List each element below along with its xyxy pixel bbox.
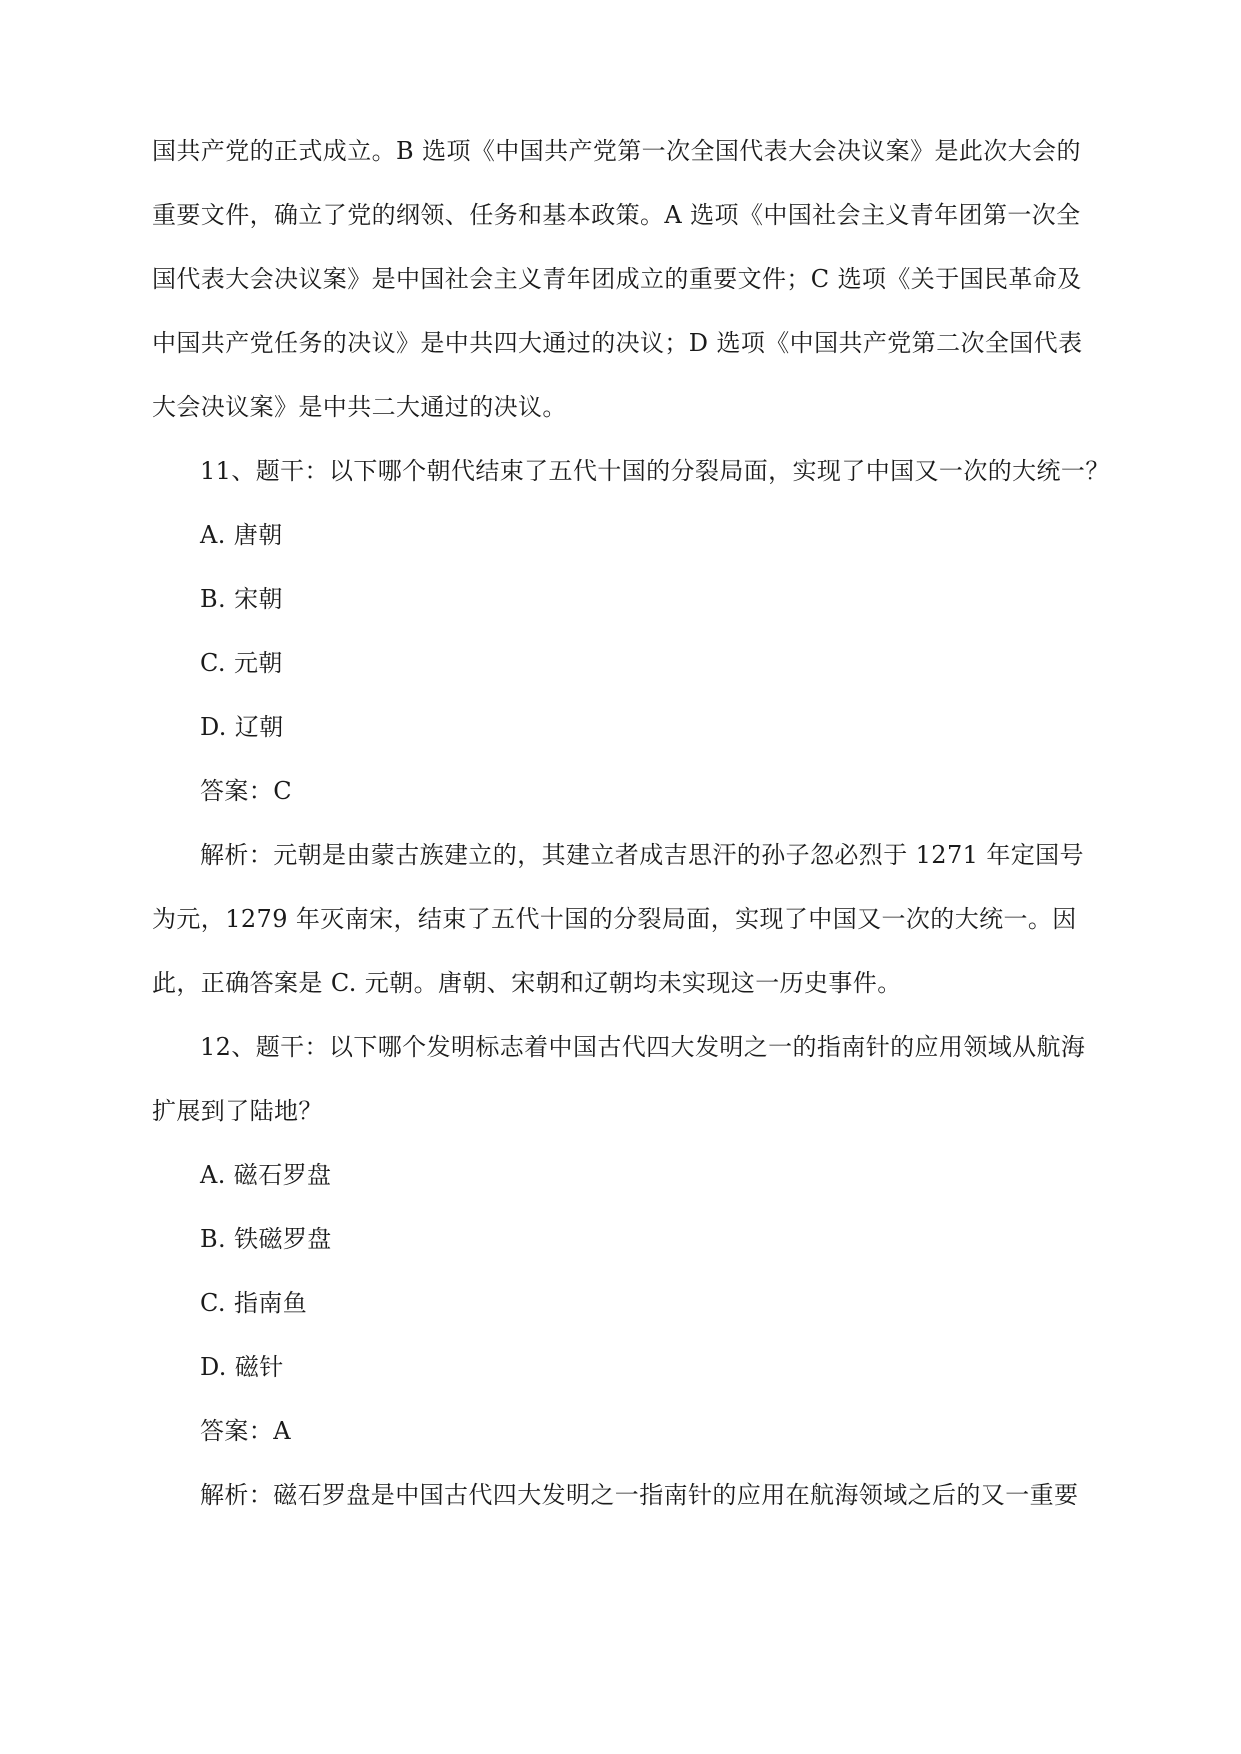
paragraph-line: 大会决议案》是中共二大通过的决议。	[152, 393, 567, 421]
option-d: D. 辽朝	[200, 713, 284, 741]
paragraph-line: 国共产党的正式成立。B 选项《中国共产党第一次全国代表大会决议案》是此次大会的	[152, 137, 1081, 165]
analysis-line: 解析：磁石罗盘是中国古代四大发明之一指南针的应用在航海领域之后的又一重要	[200, 1481, 1079, 1509]
analysis-line: 为元，1279 年灭南宋，结束了五代十国的分裂局面，实现了中国又一次的大统一。因	[152, 905, 1077, 933]
paragraph-line: 国代表大会决议案》是中国社会主义青年团成立的重要文件；C 选项《关于国民革命及	[152, 265, 1082, 293]
question-stem-12-continued: 扩展到了陆地？	[152, 1097, 323, 1125]
option-a: A. 磁石罗盘	[200, 1161, 332, 1189]
analysis-line: 此，正确答案是 C. 元朝。唐朝、宋朝和辽朝均未实现这一历史事件。	[152, 969, 902, 997]
answer-line: 答案：C	[200, 777, 292, 805]
question-stem-11: 11、题干：以下哪个朝代结束了五代十国的分裂局面，实现了中国又一次的大统一？	[200, 457, 1110, 485]
question-stem-12: 12、题干：以下哪个发明标志着中国古代四大发明之一的指南针的应用领域从航海	[200, 1033, 1086, 1061]
analysis-line: 解析：元朝是由蒙古族建立的，其建立者成吉思汗的孙子忽必烈于 1271 年定国号	[200, 841, 1084, 869]
option-d: D. 磁针	[200, 1353, 284, 1381]
paragraph-line: 重要文件，确立了党的纲领、任务和基本政策。A 选项《中国社会主义青年团第一次全	[152, 201, 1081, 229]
option-a: A. 唐朝	[200, 521, 283, 549]
option-b: B. 铁磁罗盘	[200, 1225, 332, 1253]
option-b: B. 宋朝	[200, 585, 283, 613]
option-c: C. 指南鱼	[200, 1289, 308, 1317]
paragraph-line: 中国共产党任务的决议》是中共四大通过的决议；D 选项《中国共产党第二次全国代表	[152, 329, 1083, 357]
option-c: C. 元朝	[200, 649, 283, 677]
answer-line: 答案：A	[200, 1417, 291, 1445]
